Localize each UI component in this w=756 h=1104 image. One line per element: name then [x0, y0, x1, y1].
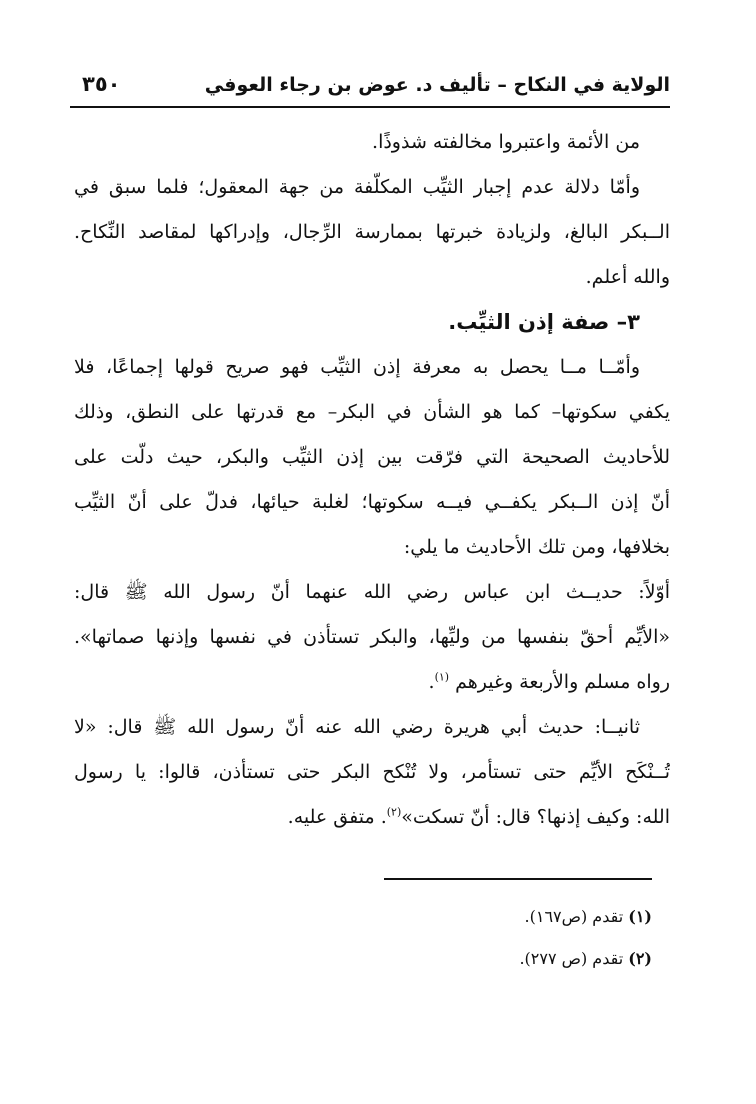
footnote-ref-1[interactable]: (١): [434, 670, 450, 684]
running-header: [70, 70, 670, 104]
hadith-quote-line: «الأيِّم أحقّ بنفسها من وليِّها، والبكر تستأذن في نفسها وإذنها صماتها».: [74, 626, 670, 648]
footnote-2: [300, 938, 652, 980]
text-line: ثانيــا: حديث أبي هريرة رضي الله عنه أنّ رسول الله ﷺ قال: «لا: [74, 716, 640, 738]
footnote-number: (١): [628, 907, 652, 926]
body-text: [74, 120, 670, 840]
text-line: أنّ إذن الــبكر يكفــي فيــه سكوتها؛ لغلبة حيائها، فدلّ على أنّ الثيِّب: [74, 491, 670, 513]
text-line: أوّلاً: حديــث ابن عباس رضي الله عنهما أنّ رسول الله ﷺ قال:: [74, 581, 670, 603]
text-line: تُــنْكَح الأيِّم حتى تستأمر، ولا تُنْكح البكر حتى تستأذن، قالوا: يا رسول: [74, 761, 670, 783]
text-line: من الأئمة واعتبروا مخالفته شذوذًا.: [372, 131, 640, 153]
text-line: وأمّــا مــا يحصل به معرفة إذن الثيِّب فهو صريح قولها إجماعًا، فلا: [74, 356, 640, 378]
running-title: الولاية في النكاح – تأليف د. عوض بن رجاء العوفي: [204, 74, 670, 96]
text-line: والله أعلم.: [585, 266, 670, 288]
section-heading: ٣– صفة إذن الثيِّب.: [448, 310, 640, 334]
hadith-quote-end: الله: وكيف إذنها؟ قال: أنّ تسكت»: [401, 806, 670, 828]
text-line: للأحاديث الصحيحة التي فرّقت بين إذن الثيِّب والبكر، حيث دلّت على: [74, 446, 670, 468]
footnote-text: تقدم (ص١٦٧).: [524, 907, 624, 926]
footnote-1: [300, 896, 652, 938]
footnote-ref-2[interactable]: (٢): [386, 805, 402, 819]
page-number: ٣٥٠: [82, 72, 121, 96]
footnote-rule: [384, 878, 652, 880]
footnote-number: (٢): [628, 949, 652, 968]
footnote-text: تقدم (ص ٢٧٧).: [519, 949, 624, 968]
text-line: بخلافها، ومن تلك الأحاديث ما يلي:: [403, 536, 670, 558]
text-line: وأمّا دلالة عدم إجبار الثيِّب المكلّفة من جهة المعقول؛ فلما سبق في: [74, 176, 640, 198]
header-rule: [70, 106, 670, 108]
agreement-note: . متفق عليه.: [287, 806, 387, 828]
text-line: الــبكر البالغ، ولزيادة خبرتها بممارسة الرِّجال، وإدراكها لمقاصد النِّكاح.: [74, 221, 670, 243]
text-line: يكفي سكوتها– كما هو الشأن في البكر– مع قدرتها على النطق، وذلك: [74, 401, 670, 423]
narration-source: رواه مسلم والأربعة وغيرهم: [455, 671, 670, 693]
footnotes: [300, 896, 652, 980]
text-line: رواه مسلم والأربعة وغيرهم $^{(١)}$.: [428, 670, 670, 693]
text-line: [74, 795, 670, 840]
